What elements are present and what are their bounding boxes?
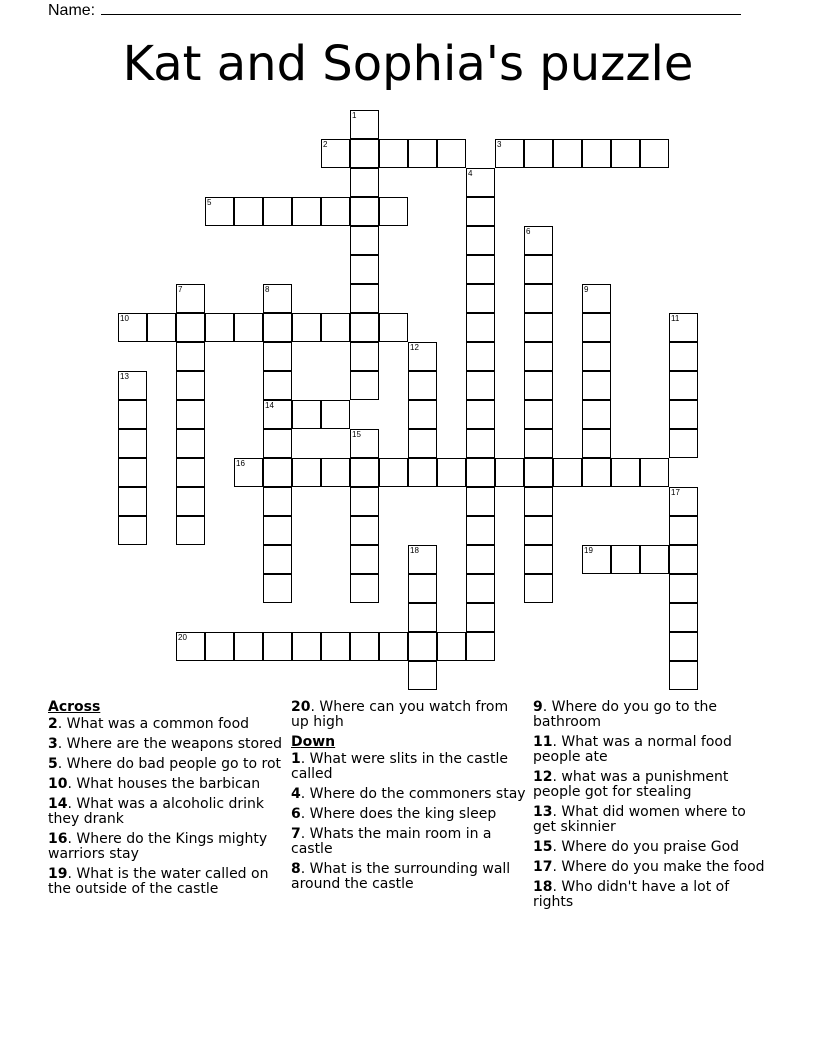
grid-cell[interactable] <box>524 255 553 284</box>
cell-number: 15 <box>352 430 361 439</box>
cell-number: 10 <box>120 314 129 323</box>
grid-cell[interactable] <box>118 313 147 342</box>
clue-number: 6 <box>291 806 301 822</box>
grid-cell[interactable] <box>582 458 611 487</box>
grid-cell[interactable] <box>176 371 205 400</box>
grid-cell[interactable] <box>350 458 379 487</box>
grid-cell[interactable] <box>669 632 698 661</box>
grid-cell[interactable] <box>669 545 698 574</box>
grid-cell[interactable] <box>669 429 698 458</box>
grid-cell[interactable] <box>350 429 379 458</box>
grid-cell[interactable] <box>234 313 263 342</box>
grid-cell[interactable] <box>234 197 263 226</box>
clue-item: 14. What was a alcoholic drink they drank <box>48 796 265 827</box>
grid-cell[interactable] <box>524 284 553 313</box>
grid-cell[interactable] <box>263 342 292 371</box>
grid-cell[interactable] <box>466 168 495 197</box>
clue-item: 11. What was a normal food people ate <box>533 734 732 765</box>
cell-number: 8 <box>265 285 270 294</box>
grid-cell[interactable] <box>408 458 437 487</box>
clue-item: 17. Where do you make the food <box>533 859 765 875</box>
grid-cell[interactable] <box>466 545 495 574</box>
grid-cell[interactable] <box>176 632 205 661</box>
cell-number: 17 <box>671 488 680 497</box>
grid-cell[interactable] <box>466 487 495 516</box>
grid-cell[interactable] <box>408 400 437 429</box>
grid-cell[interactable] <box>263 516 292 545</box>
grid-cell[interactable] <box>640 458 669 487</box>
clue-item: 4. Where do the commoners stay <box>291 786 526 802</box>
grid-cell[interactable] <box>495 458 524 487</box>
grid-cell[interactable] <box>263 371 292 400</box>
grid-cell[interactable] <box>176 487 205 516</box>
clue-item: 16. Where do the Kings mighty warriors stay <box>48 831 268 862</box>
grid-cell[interactable] <box>408 574 437 603</box>
grid-cell[interactable] <box>118 487 147 516</box>
clue-number: 18 <box>533 879 553 895</box>
grid-cell[interactable] <box>321 197 350 226</box>
grid-cell[interactable] <box>176 516 205 545</box>
grid-cell[interactable] <box>350 574 379 603</box>
grid-cell[interactable] <box>263 197 292 226</box>
grid-cell[interactable] <box>292 632 321 661</box>
grid-cell[interactable] <box>640 545 669 574</box>
grid-cell[interactable] <box>350 110 379 139</box>
grid-cell[interactable] <box>437 458 466 487</box>
cell-number: 12 <box>410 343 419 352</box>
grid-cell[interactable] <box>640 139 669 168</box>
grid-cell[interactable] <box>524 342 553 371</box>
grid-cell[interactable] <box>379 632 408 661</box>
cell-number: 19 <box>584 546 593 555</box>
grid-cell[interactable] <box>524 429 553 458</box>
grid-cell[interactable] <box>321 632 350 661</box>
grid-cell[interactable] <box>176 284 205 313</box>
grid-cell[interactable] <box>234 632 263 661</box>
grid-cell[interactable] <box>292 458 321 487</box>
grid-cell[interactable] <box>408 661 437 690</box>
cell-number: 13 <box>120 372 129 381</box>
grid-cell[interactable] <box>466 632 495 661</box>
clue-item: 20. Where can you watch from up high <box>291 699 509 730</box>
cell-number: 7 <box>178 285 183 294</box>
grid-cell[interactable] <box>669 313 698 342</box>
grid-cell[interactable] <box>408 632 437 661</box>
grid-cell[interactable] <box>466 255 495 284</box>
grid-cell[interactable] <box>118 371 147 400</box>
grid-cell[interactable] <box>205 197 234 226</box>
clue-number: 19 <box>48 866 68 882</box>
grid-cell[interactable] <box>582 371 611 400</box>
grid-cell[interactable] <box>524 226 553 255</box>
clue-number: 4 <box>291 786 301 802</box>
cell-number: 6 <box>526 227 531 236</box>
cell-number: 1 <box>352 111 357 120</box>
clue-item: 18. Who didn't have a lot of rights <box>533 879 730 910</box>
grid-cell[interactable] <box>350 632 379 661</box>
cell-number: 4 <box>468 169 473 178</box>
grid-cell[interactable] <box>205 313 234 342</box>
grid-cell[interactable] <box>263 487 292 516</box>
clue-number: 8 <box>291 861 301 877</box>
grid-cell[interactable] <box>408 429 437 458</box>
grid-cell[interactable] <box>234 458 263 487</box>
clue-number: 10 <box>48 776 68 792</box>
grid-cell[interactable] <box>437 139 466 168</box>
grid-cell[interactable] <box>582 313 611 342</box>
grid-cell[interactable] <box>350 284 379 313</box>
grid-cell[interactable] <box>350 168 379 197</box>
clue-column-2 <box>291 700 526 897</box>
grid-cell[interactable] <box>350 255 379 284</box>
clue-column-1 <box>48 700 283 902</box>
grid-cell[interactable] <box>669 516 698 545</box>
grid-cell[interactable] <box>147 313 176 342</box>
grid-cell[interactable] <box>321 313 350 342</box>
grid-cell[interactable] <box>524 313 553 342</box>
clue-item: 1. What were slits in the castle called <box>291 751 508 782</box>
grid-cell[interactable] <box>176 458 205 487</box>
grid-cell[interactable] <box>408 342 437 371</box>
clue-number: 16 <box>48 831 68 847</box>
grid-cell[interactable] <box>669 603 698 632</box>
grid-cell[interactable] <box>466 400 495 429</box>
grid-cell[interactable] <box>350 313 379 342</box>
grid-cell[interactable] <box>611 139 640 168</box>
grid-cell[interactable] <box>466 458 495 487</box>
grid-cell[interactable] <box>379 458 408 487</box>
cell-number: 3 <box>497 140 502 149</box>
grid-cell[interactable] <box>292 400 321 429</box>
clue-number: 13 <box>533 804 553 820</box>
clue-number: 1 <box>291 751 301 767</box>
grid-cell[interactable] <box>466 603 495 632</box>
grid-cell[interactable] <box>553 458 582 487</box>
cell-number: 20 <box>178 633 187 642</box>
grid-cell[interactable] <box>466 429 495 458</box>
cell-number: 18 <box>410 546 419 555</box>
grid-cell[interactable] <box>263 400 292 429</box>
grid-cell[interactable] <box>669 487 698 516</box>
grid-cell[interactable] <box>524 139 553 168</box>
grid-cell[interactable] <box>263 574 292 603</box>
grid-cell[interactable] <box>292 313 321 342</box>
grid-cell[interactable] <box>263 313 292 342</box>
grid-cell[interactable] <box>176 342 205 371</box>
grid-cell[interactable] <box>350 487 379 516</box>
grid-cell[interactable] <box>669 371 698 400</box>
cell-number: 16 <box>236 459 245 468</box>
clue-item: 8. What is the surrounding wall around the castle <box>291 861 511 892</box>
grid-cell[interactable] <box>524 516 553 545</box>
grid-cell[interactable] <box>553 139 582 168</box>
grid-cell[interactable] <box>379 313 408 342</box>
grid-cell[interactable] <box>350 342 379 371</box>
grid-cell[interactable] <box>466 371 495 400</box>
grid-cell[interactable] <box>524 371 553 400</box>
grid-cell[interactable] <box>321 139 350 168</box>
grid-cell[interactable] <box>292 197 321 226</box>
grid-cell[interactable] <box>582 342 611 371</box>
cell-number: 5 <box>207 198 212 207</box>
grid-cell[interactable] <box>263 458 292 487</box>
grid-cell[interactable] <box>495 139 524 168</box>
grid-cell[interactable] <box>408 603 437 632</box>
cell-number: 11 <box>671 314 680 323</box>
grid-cell[interactable] <box>466 197 495 226</box>
clue-item: 9. Where do you go to the bathroom <box>533 699 717 730</box>
grid-cell[interactable] <box>437 632 466 661</box>
clue-item: 3. Where are the weapons stored <box>48 736 283 752</box>
grid-cell[interactable] <box>524 574 553 603</box>
grid-cell[interactable] <box>118 400 147 429</box>
grid-cell[interactable] <box>350 139 379 168</box>
grid-cell[interactable] <box>466 574 495 603</box>
clue-item: 19. What is the water called on the outside of the castle <box>48 866 269 897</box>
clue-number: 15 <box>533 839 553 855</box>
grid-cell[interactable] <box>379 197 408 226</box>
cell-number: 14 <box>265 401 274 410</box>
clue-number: 3 <box>48 736 58 752</box>
grid-cell[interactable] <box>408 545 437 574</box>
grid-cell[interactable] <box>205 632 234 661</box>
grid-cell[interactable] <box>466 342 495 371</box>
grid-cell[interactable] <box>350 371 379 400</box>
grid-cell[interactable] <box>611 545 640 574</box>
grid-cell[interactable] <box>669 400 698 429</box>
grid-cell[interactable] <box>350 226 379 255</box>
grid-cell[interactable] <box>408 371 437 400</box>
grid-cell[interactable] <box>118 516 147 545</box>
clue-item: 13. What did women where to get skinnier <box>533 804 746 835</box>
clue-number: 9 <box>533 699 543 715</box>
grid-cell[interactable] <box>582 284 611 313</box>
grid-cell[interactable] <box>524 458 553 487</box>
grid-cell[interactable] <box>321 400 350 429</box>
grid-cell[interactable] <box>669 661 698 690</box>
clue-number: 14 <box>48 796 68 812</box>
grid-cell[interactable] <box>118 429 147 458</box>
grid-cell[interactable] <box>524 487 553 516</box>
grid-cell[interactable] <box>466 313 495 342</box>
grid-cell[interactable] <box>524 545 553 574</box>
clue-item: 2. What was a common food <box>48 716 250 732</box>
clue-item: 15. Where do you praise God <box>533 839 740 855</box>
grid-cell[interactable] <box>118 458 147 487</box>
clue-number: 11 <box>533 734 553 750</box>
clue-item: 7. Whats the main room in a castle <box>291 826 492 857</box>
clue-section-heading: Down <box>291 734 336 750</box>
grid-cell[interactable] <box>466 284 495 313</box>
grid-cell[interactable] <box>669 574 698 603</box>
grid-cell[interactable] <box>582 429 611 458</box>
clue-number: 2 <box>48 716 58 732</box>
clue-item: 12. what was a punishment people got for stealing <box>533 769 729 800</box>
grid-cell[interactable] <box>176 313 205 342</box>
grid-cell[interactable] <box>321 458 350 487</box>
cell-number: 2 <box>323 140 328 149</box>
grid-cell[interactable] <box>263 632 292 661</box>
grid-cell[interactable] <box>611 458 640 487</box>
grid-cell[interactable] <box>466 516 495 545</box>
grid-cell[interactable] <box>350 516 379 545</box>
grid-cell[interactable] <box>263 429 292 458</box>
grid-cell[interactable] <box>582 400 611 429</box>
page-title: Kat and Sophia's puzzle <box>122 36 694 92</box>
grid-cell[interactable] <box>466 226 495 255</box>
grid-cell[interactable] <box>350 197 379 226</box>
clue-item: 5. Where do bad people go to rot <box>48 756 282 772</box>
clue-column-3 <box>533 700 768 915</box>
name-label: Name: <box>48 2 96 19</box>
clue-number: 17 <box>533 859 553 875</box>
clue-number: 7 <box>291 826 301 842</box>
clue-section-heading: Across <box>48 699 101 715</box>
grid-cell[interactable] <box>582 545 611 574</box>
grid-cell[interactable] <box>263 284 292 313</box>
grid-cell[interactable] <box>379 139 408 168</box>
clue-item: 6. Where does the king sleep <box>291 806 497 822</box>
cell-number: 9 <box>584 285 589 294</box>
clue-item: 10. What houses the barbican <box>48 776 261 792</box>
grid-cell[interactable] <box>524 400 553 429</box>
grid-cell[interactable] <box>669 342 698 371</box>
clue-number: 12 <box>533 769 553 785</box>
grid-cell[interactable] <box>263 545 292 574</box>
grid-cell[interactable] <box>350 545 379 574</box>
grid-cell[interactable] <box>582 139 611 168</box>
clue-number: 5 <box>48 756 58 772</box>
grid-cell[interactable] <box>408 139 437 168</box>
grid-cell[interactable] <box>176 400 205 429</box>
grid-cell[interactable] <box>176 429 205 458</box>
clue-number: 20 <box>291 699 311 715</box>
